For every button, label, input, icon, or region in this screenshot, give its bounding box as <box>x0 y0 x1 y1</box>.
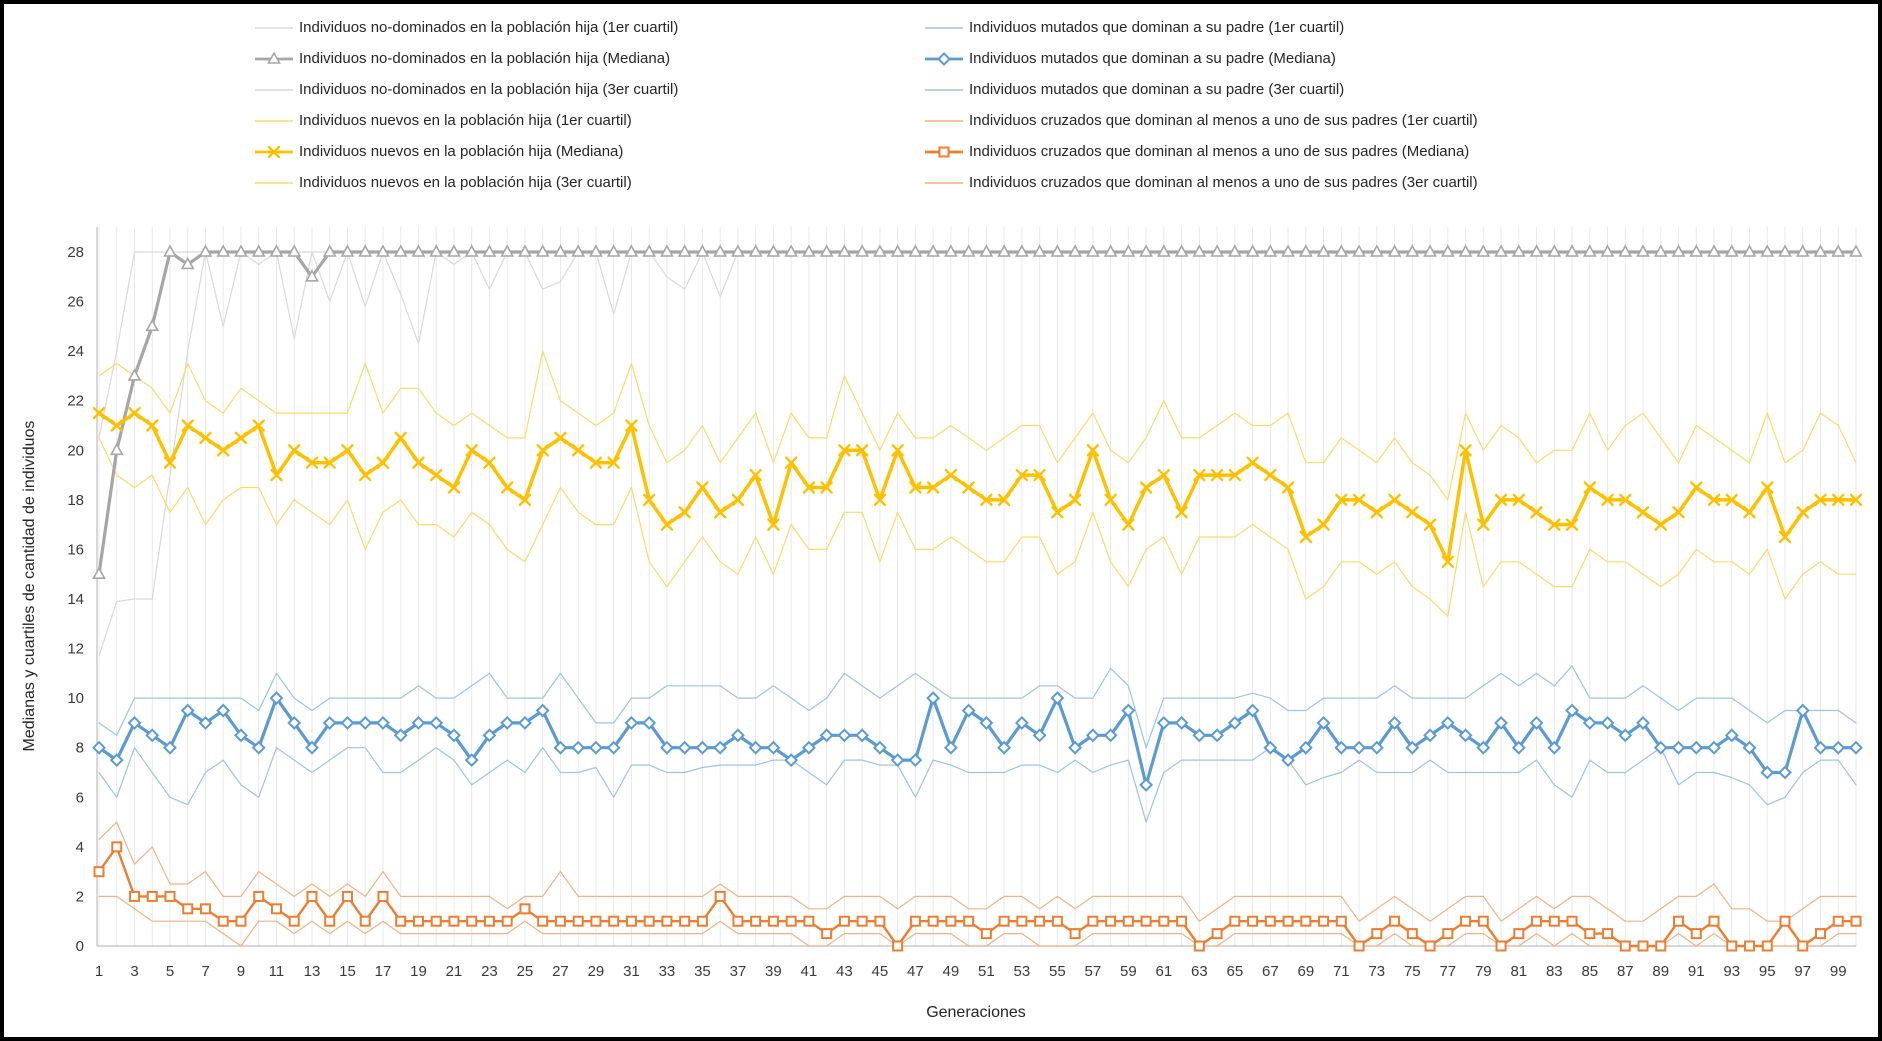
svg-text:69: 69 <box>1297 963 1315 980</box>
svg-text:95: 95 <box>1758 963 1776 980</box>
legend-item-label: Individuos no-dominados en la población hija (Mediana) <box>299 50 671 67</box>
svg-text:19: 19 <box>410 963 427 980</box>
svg-text:7: 7 <box>201 963 210 980</box>
legend-item-label: Individuos nuevos en la población hija (1er cuartil) <box>299 112 632 129</box>
y-axis-title: Medianas y cuartiles de cantidad de individuos <box>21 420 38 752</box>
svg-text:49: 49 <box>942 963 960 980</box>
svg-text:63: 63 <box>1190 963 1208 980</box>
svg-text:6: 6 <box>75 789 84 807</box>
svg-text:22: 22 <box>67 392 84 410</box>
svg-text:23: 23 <box>481 963 498 980</box>
svg-text:33: 33 <box>658 963 676 980</box>
svg-text:2: 2 <box>75 888 84 906</box>
svg-text:79: 79 <box>1474 963 1492 980</box>
legend-item-label: Individuos cruzados que dominan al menos a uno de sus padres (1er cuartil) <box>969 112 1478 129</box>
svg-text:5: 5 <box>165 963 175 980</box>
svg-text:99: 99 <box>1829 963 1847 980</box>
svg-text:47: 47 <box>907 963 924 980</box>
chart-canvas <box>4 4 1878 1037</box>
svg-text:24: 24 <box>67 343 84 361</box>
svg-text:57: 57 <box>1084 963 1102 980</box>
svg-text:73: 73 <box>1368 963 1386 980</box>
svg-text:83: 83 <box>1545 963 1563 980</box>
svg-text:15: 15 <box>339 963 356 980</box>
svg-text:3: 3 <box>130 963 139 980</box>
svg-text:51: 51 <box>978 963 995 980</box>
svg-text:43: 43 <box>836 963 853 980</box>
svg-text:11: 11 <box>268 963 285 980</box>
svg-text:37: 37 <box>729 963 747 980</box>
svg-text:53: 53 <box>1013 963 1031 980</box>
svg-text:29: 29 <box>587 963 605 980</box>
svg-text:0: 0 <box>75 938 84 955</box>
svg-text:16: 16 <box>67 541 84 559</box>
legend-item-label: Individuos no-dominados en la población hija (3er cuartil) <box>299 81 679 98</box>
svg-text:1: 1 <box>94 963 104 980</box>
svg-text:20: 20 <box>67 442 84 460</box>
svg-text:97: 97 <box>1794 963 1812 980</box>
svg-text:25: 25 <box>516 963 534 980</box>
svg-text:71: 71 <box>1332 963 1350 980</box>
svg-text:12: 12 <box>67 640 84 658</box>
svg-text:81: 81 <box>1510 963 1528 980</box>
svg-text:85: 85 <box>1581 963 1599 980</box>
svg-text:14: 14 <box>67 591 84 608</box>
svg-text:61: 61 <box>1155 963 1173 980</box>
svg-text:55: 55 <box>1049 963 1066 980</box>
svg-text:87: 87 <box>1616 963 1634 980</box>
svg-text:27: 27 <box>552 963 569 980</box>
svg-text:75: 75 <box>1403 963 1421 980</box>
legend-item-label: Individuos nuevos en la población hija (3er cuartil) <box>299 174 632 191</box>
svg-text:21: 21 <box>445 963 463 980</box>
legend-item-label: Individuos mutados que dominan a su padre (Mediana) <box>969 50 1336 67</box>
svg-text:35: 35 <box>694 963 711 980</box>
svg-text:45: 45 <box>871 963 889 980</box>
svg-text:9: 9 <box>236 963 246 980</box>
legend-item-label: Individuos cruzados que dominan al menos a uno de sus padres (3er cuartil) <box>969 174 1478 191</box>
svg-text:17: 17 <box>374 963 392 980</box>
legend-item-label: Individuos mutados que dominan a su padre (1er cuartil) <box>969 19 1345 36</box>
svg-text:77: 77 <box>1439 963 1457 980</box>
svg-text:59: 59 <box>1120 963 1137 980</box>
svg-text:26: 26 <box>67 293 84 311</box>
svg-text:91: 91 <box>1687 963 1705 980</box>
svg-text:8: 8 <box>75 739 84 757</box>
svg-text:28: 28 <box>67 244 84 261</box>
svg-text:93: 93 <box>1723 963 1741 980</box>
legend-item-label: Individuos mutados que dominan a su padre (3er cuartil) <box>969 81 1345 98</box>
legend-item-label: Individuos no-dominados en la población hija (1er cuartil) <box>299 19 679 36</box>
svg-text:4: 4 <box>75 838 84 856</box>
svg-text:18: 18 <box>67 491 84 509</box>
svg-text:67: 67 <box>1261 963 1279 980</box>
svg-text:89: 89 <box>1652 963 1670 980</box>
svg-text:39: 39 <box>765 963 782 980</box>
svg-text:13: 13 <box>303 963 321 980</box>
svg-text:65: 65 <box>1226 963 1244 980</box>
svg-text:10: 10 <box>67 690 84 708</box>
x-axis-title: Generaciones <box>926 1004 1026 1021</box>
legend-item-label: Individuos nuevos en la población hija (Mediana) <box>299 143 624 160</box>
legend-item-label: Individuos cruzados que dominan al menos a uno de sus padres (Mediana) <box>969 143 1470 160</box>
svg-text:41: 41 <box>800 963 818 980</box>
svg-text:31: 31 <box>623 963 640 980</box>
